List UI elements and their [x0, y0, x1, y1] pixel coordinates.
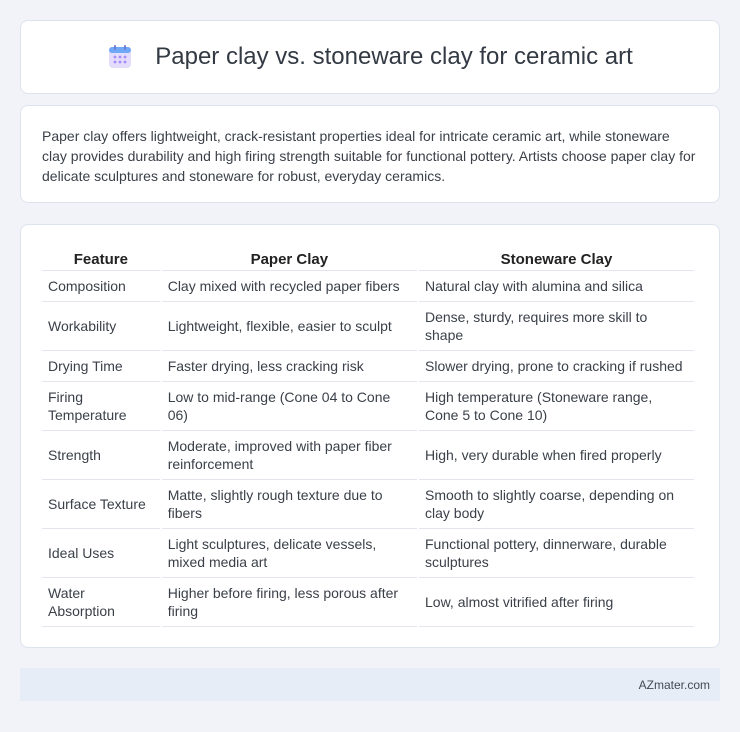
table-row	[42, 431, 694, 480]
table-row	[42, 302, 694, 351]
row-feature: Ideal Uses	[42, 529, 160, 578]
comparison-table-card	[20, 224, 720, 648]
comparison-table	[40, 245, 696, 627]
page-title: Paper clay vs. stoneware clay for ceramic art	[155, 43, 633, 70]
row-feature: Strength	[42, 431, 160, 480]
row-paper-clay: Moderate, improved with paper fiber reinforcement	[162, 431, 417, 480]
row-paper-clay: Matte, slightly rough texture due to fibers	[162, 480, 417, 529]
row-stoneware-clay: High temperature (Stoneware range, Cone 5 to Cone 10)	[419, 382, 694, 431]
footer-brand: AZmater.com	[638, 677, 710, 692]
row-paper-clay: Lightweight, flexible, easier to sculpt	[162, 302, 417, 351]
footer	[20, 668, 720, 701]
row-stoneware-clay: High, very durable when fired properly	[419, 431, 694, 480]
row-paper-clay: Faster drying, less cracking risk	[162, 351, 417, 382]
row-stoneware-clay: Natural clay with alumina and silica	[419, 271, 694, 302]
row-stoneware-clay: Smooth to slightly coarse, depending on clay body	[419, 480, 694, 529]
header-stoneware-clay: Stoneware Clay	[419, 245, 694, 271]
table-row	[42, 480, 694, 529]
header-paper-clay: Paper Clay	[162, 245, 417, 271]
row-feature: Firing Temperature	[42, 382, 160, 431]
row-feature: Workability	[42, 302, 160, 351]
row-feature: Surface Texture	[42, 480, 160, 529]
calendar-icon	[107, 44, 133, 70]
intro-card	[20, 105, 720, 203]
header-feature: Feature	[42, 245, 160, 271]
row-feature: Water Absorption	[42, 578, 160, 627]
row-paper-clay: Light sculptures, delicate vessels, mixed media art	[162, 529, 417, 578]
table-header-row	[42, 245, 694, 271]
row-stoneware-clay: Slower drying, prone to cracking if rushed	[419, 351, 694, 382]
row-paper-clay: Clay mixed with recycled paper fibers	[162, 271, 417, 302]
row-feature: Composition	[42, 271, 160, 302]
table-row	[42, 382, 694, 431]
table-row	[42, 578, 694, 627]
intro-text: Paper clay offers lightweight, crack-resistant properties ideal for intricate ceramic art, while stoneware clay provides durability and high firing strength suitable for functional pottery. Artists choose paper clay for delicate sculptures and stoneware for robust, everyday ceramics.	[42, 128, 696, 184]
row-stoneware-clay: Low, almost vitrified after firing	[419, 578, 694, 627]
title-card	[20, 20, 720, 94]
table-row	[42, 271, 694, 302]
table-row	[42, 529, 694, 578]
row-paper-clay: Higher before firing, less porous after firing	[162, 578, 417, 627]
row-feature: Drying Time	[42, 351, 160, 382]
row-stoneware-clay: Dense, sturdy, requires more skill to shape	[419, 302, 694, 351]
table-row	[42, 351, 694, 382]
row-stoneware-clay: Functional pottery, dinnerware, durable sculptures	[419, 529, 694, 578]
row-paper-clay: Low to mid-range (Cone 04 to Cone 06)	[162, 382, 417, 431]
